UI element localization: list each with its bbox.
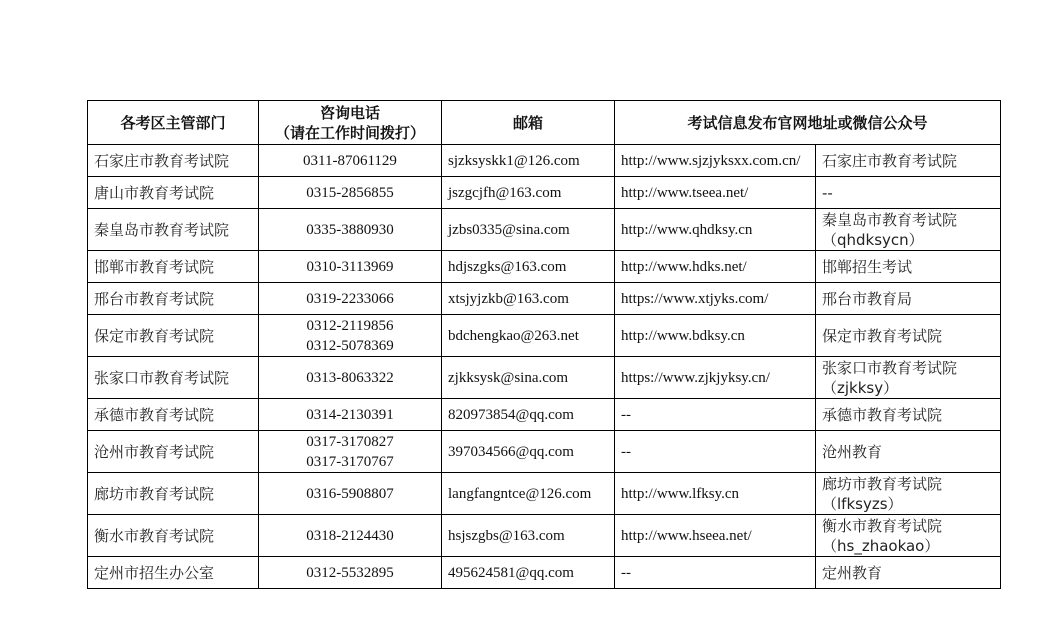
header-email: 邮箱 [442, 101, 615, 145]
website-cell: -- [615, 557, 816, 589]
department-cell: 廊坊市教育考试院 [88, 473, 259, 515]
wechat-cell [816, 209, 1001, 251]
wechat-cell [816, 315, 1001, 357]
wechat-cell [816, 177, 1001, 209]
header-phone-title: 咨询电话 [319, 103, 380, 122]
website-cell: http://www.bdksy.cn [615, 315, 816, 357]
wechat-cell [816, 515, 1001, 557]
department-cell: 石家庄市教育考试院 [88, 145, 259, 177]
phone-cell [259, 515, 442, 557]
email-cell: 495624581@qq.com [442, 557, 615, 589]
wechat-name: 廊坊市教育考试院 [822, 474, 943, 493]
wechat-name: 定州教育 [822, 563, 883, 582]
wechat-name: 邯郸招生考试 [822, 257, 913, 276]
phone-number: 0314-2130391 [306, 406, 394, 423]
wechat-name: 衡水市教育考试院 [822, 516, 943, 535]
header-phone [259, 101, 442, 145]
department-cell: 定州市招生办公室 [88, 557, 259, 589]
department-cell: 唐山市教育考试院 [88, 177, 259, 209]
phone-number: 0318-2124430 [306, 527, 394, 544]
email-cell: bdchengkao@263.net [442, 315, 615, 357]
wechat-id: （hs_zhaokao） [822, 536, 940, 555]
website-cell: https://www.xtjyks.com/ [615, 283, 816, 315]
phone-number: 0335-3880930 [306, 221, 394, 238]
phone-cell [259, 357, 442, 399]
table-row [88, 209, 1001, 251]
wechat-id: （zjkksy） [822, 378, 899, 397]
phone-number: 0316-5908807 [306, 485, 394, 502]
header-phone-note: （请在工作时间拨打） [274, 123, 425, 142]
wechat-cell [816, 473, 1001, 515]
phone-number: 0312-2119856 [306, 317, 394, 334]
header-website-wechat: 考试信息发布官网地址或微信公众号 [615, 101, 1001, 145]
email-cell: sjzksyskk1@126.com [442, 145, 615, 177]
phone-number: 0317-3170767 [306, 453, 394, 470]
phone-cell [259, 399, 442, 431]
phone-number: 0317-3170827 [306, 433, 394, 450]
wechat-name: 张家口市教育考试院 [822, 358, 958, 377]
table-row [88, 315, 1001, 357]
email-cell: hsjszgbs@163.com [442, 515, 615, 557]
department-cell: 保定市教育考试院 [88, 315, 259, 357]
email-cell: langfangntce@126.com [442, 473, 615, 515]
phone-number: 0315-2856855 [306, 184, 394, 201]
table-row [88, 283, 1001, 315]
wechat-name: 秦皇岛市教育考试院 [822, 210, 958, 229]
table-row [88, 177, 1001, 209]
website-cell: http://www.hseea.net/ [615, 515, 816, 557]
email-cell: zjkksysk@sina.com [442, 357, 615, 399]
website-cell: -- [615, 431, 816, 473]
website-cell: http://www.tseea.net/ [615, 177, 816, 209]
phone-cell [259, 431, 442, 473]
wechat-name: -- [822, 183, 833, 202]
wechat-cell [816, 357, 1001, 399]
phone-number: 0313-8063322 [306, 369, 394, 386]
website-cell: http://www.lfksy.cn [615, 473, 816, 515]
website-cell: -- [615, 399, 816, 431]
wechat-id: （qhdksycn） [822, 230, 924, 249]
email-cell: hdjszgks@163.com [442, 251, 615, 283]
department-cell: 张家口市教育考试院 [88, 357, 259, 399]
table-row [88, 145, 1001, 177]
phone-cell [259, 251, 442, 283]
phone-cell [259, 145, 442, 177]
phone-number: 0319-2233066 [306, 290, 394, 307]
department-cell: 邯郸市教育考试院 [88, 251, 259, 283]
phone-cell [259, 557, 442, 589]
wechat-name: 沧州教育 [822, 442, 883, 461]
phone-cell [259, 283, 442, 315]
wechat-cell [816, 399, 1001, 431]
wechat-cell [816, 283, 1001, 315]
email-cell: jzbs0335@sina.com [442, 209, 615, 251]
wechat-name: 邢台市教育局 [822, 289, 913, 308]
wechat-name: 承德市教育考试院 [822, 405, 943, 424]
header-department: 各考区主管部门 [88, 101, 259, 145]
website-cell: http://www.hdks.net/ [615, 251, 816, 283]
department-cell: 承德市教育考试院 [88, 399, 259, 431]
wechat-cell [816, 251, 1001, 283]
phone-cell [259, 209, 442, 251]
table-row [88, 473, 1001, 515]
phone-number: 0310-3113969 [306, 258, 394, 275]
website-cell: https://www.zjkjyksy.cn/ [615, 357, 816, 399]
wechat-cell [816, 431, 1001, 473]
wechat-cell [816, 557, 1001, 589]
phone-cell [259, 315, 442, 357]
header-row [88, 101, 1001, 145]
email-cell: jszgcjfh@163.com [442, 177, 615, 209]
website-cell: http://www.sjzjyksxx.com.cn/ [615, 145, 816, 177]
phone-number: 0311-87061129 [303, 152, 397, 169]
phone-number: 0312-5078369 [306, 337, 394, 354]
phone-cell [259, 177, 442, 209]
table-row [88, 557, 1001, 589]
email-cell: 397034566@qq.com [442, 431, 615, 473]
department-cell: 衡水市教育考试院 [88, 515, 259, 557]
phone-cell [259, 473, 442, 515]
table-row [88, 357, 1001, 399]
contact-table [87, 100, 1001, 589]
website-cell: http://www.qhdksy.cn [615, 209, 816, 251]
phone-number: 0312-5532895 [306, 564, 394, 581]
wechat-name: 保定市教育考试院 [822, 326, 943, 345]
department-cell: 秦皇岛市教育考试院 [88, 209, 259, 251]
table-row [88, 515, 1001, 557]
wechat-id: （lfksyzs） [822, 494, 903, 513]
wechat-name: 石家庄市教育考试院 [822, 151, 958, 170]
email-cell: xtsjyjzkb@163.com [442, 283, 615, 315]
department-cell: 沧州市教育考试院 [88, 431, 259, 473]
department-cell: 邢台市教育考试院 [88, 283, 259, 315]
wechat-cell [816, 145, 1001, 177]
table-row [88, 431, 1001, 473]
email-cell: 820973854@qq.com [442, 399, 615, 431]
table-row [88, 399, 1001, 431]
table-row [88, 251, 1001, 283]
